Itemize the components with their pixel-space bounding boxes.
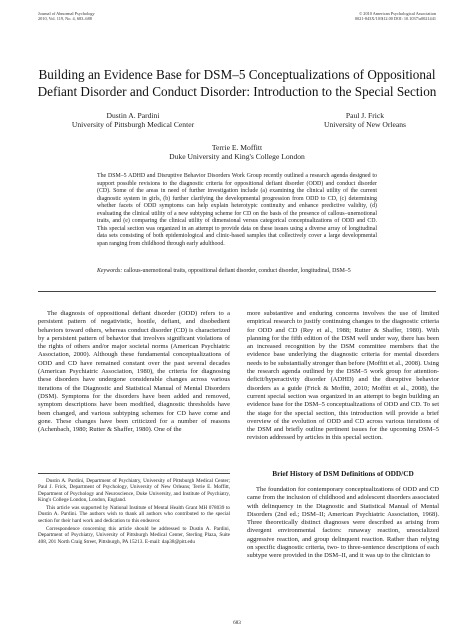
section-heading: Brief History of DSM Definitions of ODD/CD bbox=[272, 469, 414, 478]
body-column-right bbox=[247, 310, 439, 443]
author-block bbox=[290, 111, 440, 129]
author-name: Terrie E. Moffitt bbox=[211, 143, 263, 152]
footnote-divider bbox=[38, 473, 230, 474]
divider bbox=[38, 291, 436, 292]
journal-citation bbox=[38, 11, 95, 22]
article-title: Building an Evidence Base for DSM–5 Conceptualizations of Oppositional Defiant Disorder and Conduct Disorder: Introduction to the Special Section bbox=[37, 67, 437, 99]
abstract: The DSM–5 ADHD and Disruptive Behavior Disorders Work Group recently outlined a research agenda designed to support possible revisions to the diagnostic criteria for oppositional defiant disorder (ODD) and conduct disorder (CD). Some of the areas in need of further investigation include (a) examining the clinical utility of the current diagnostic system in girls, (b) further clarifying the developmental progression from ODD to CD, (c) determining whether facets of ODD symptoms can help explain heterotypic continuity and enhance predictive validity, (d) evaluating the clinical utility of a new subtyping scheme for CD on the basis of the presence of callous–unemotional traits, and (e) comparing the clinical utility of dimensional versus categorical conceptualizations of ODD and CD. This special section was organized in an attempt to provide data on these issues using a diverse array of longitudinal data sets consisting of both epidemiological and clinic-based samples that collectively cover a large developmental span ranging from childhood through early adulthood. bbox=[97, 173, 377, 247]
keywords-label: Keywords: bbox=[97, 268, 123, 274]
author-name: Dustin A. Pardini bbox=[106, 111, 160, 120]
keywords bbox=[97, 268, 377, 276]
body-column-left bbox=[38, 310, 230, 434]
paragraph: more substantive and enduring concerns involves the use of limited empirical research to justify continuing changes to the diagnostic criteria for ODD and CD (Rey et al., 1988; Rutter & Shaffer, 1980). With planning for the fifth edition of the DSM well under way, there has been an increased recognition by the DSM committee members that the evidence base underlying the diagnostic criteria for mental disorders needs to be substantially stronger than before (Moffitt et al., 2008). Using the research agenda outlined by the DSM–5 work group for attention-deficit/hyperactivity disorder (ADHD) and the disruptive behavior disorders as a guide (Frick & Moffitt, 2010; Moffitt et al., 2008), the current special section was organized in an attempt to begin building an evidence base for the DSM–5 conceptualizations of ODD and CD. To set the stage for the special section, this introduction will provide a brief overview of the evolution of ODD and CD across various iterations of the DSM and briefly outline pertinent issues for the upcoming DSM–5 revision addressed by articles in this special section. bbox=[247, 310, 439, 442]
journal-name: Journal of Abnormal Psychology bbox=[38, 11, 95, 16]
keywords-text: callous-unemotional traits, oppositional defiant disorder, conduct disorder, longitudinal, DSM–5 bbox=[123, 268, 351, 274]
doi-line: 0021-843X/10/$12.00 DOI: 10.1037/a0021441 bbox=[354, 16, 436, 22]
footnote: Dustin A. Pardini, Department of Psychiatry, University of Pittsburgh Medical Center; Paul J. Frick, Department of Psychology, University of New Orleans; Terrie E. Moffitt, Department of Psychology and Neuroscience, Duke University, and Institute of Psychiatry, King's College London, London, England. bbox=[38, 478, 230, 503]
author-affiliation: University of Pittsburgh Medical Center bbox=[71, 120, 195, 130]
copyright-line: © 2010 American Psychological Association bbox=[358, 11, 436, 16]
copyright-notice bbox=[355, 11, 436, 22]
paragraph: The foundation for contemporary conceptualizations of ODD and CD came from the inclusion of childhood and adolescent disorders associated with delinquency in the Diagnostic and Statistical Manual of Mental Disorders (2nd ed.; DSM–II; American Psychiatric Association, 1968). Three theoretically distinct diagnoses were described as arising from divergent environmental factors: runaway reaction, unsocialized aggressive reaction, and group delinquent reaction. Rather than relying on specific diagnostic criteria, two- to three-sentence descriptions of each subtype were provided in the DSM–II, and it was up to the clinician to bbox=[247, 486, 439, 560]
journal-volume: 2010, Vol. 119, No. 4, 683–688 bbox=[38, 16, 92, 22]
page-number: 683 bbox=[233, 620, 241, 626]
footnote: Correspondence concerning this article should be addressed to Dustin A. Pardini, Department of Psychiatry, University of Pittsburgh Medical Center, Sterling Plaza, Suite 408, 201 North Craig Street, Pittsburgh, PA 15213. E-mail: dap38@pitt.edu bbox=[38, 526, 230, 545]
body-column-right-section bbox=[247, 486, 439, 561]
author-footnotes bbox=[38, 478, 230, 547]
paragraph: The diagnosis of oppositional defiant disorder (ODD) refers to a persistent pattern of negativistic, hostile, defiant, and disobedient behaviors toward others, whereas conduct disorder (CD) is characterized by a persistent pattern of behavior that involves significant violations of the rights of others and/or major societal norms (American Psychiatric Association, 2000). Although these fundamental conceptualizations of ODD and CD have remained constant over the past several decades (American Psychiatric Association, 1980), the criteria for diagnosing these disorders have undergone considerable changes across various iterations of the Diagnostic and Statistical Manual of Mental Disorders (DSM). Symptoms for the disorders have been added and removed, symptom descriptions have been modified, diagnostic thresholds have been changed, and various subtyping schemes for CD have come and gone. These changes have been criticized for a number of reasons (Achenbach, 1980; Rutter & Shaffer, 1980). One of the bbox=[38, 310, 230, 434]
author-name: Paul J. Frick bbox=[345, 111, 385, 120]
footnote: This article was supported by National Institute of Mental Health Grant MH 078039 to Dustin A. Pardini. The authors wish to thank all authors who contributed to the special section for their hard work and dedication to this endeavor. bbox=[38, 505, 230, 524]
author-affiliation: University of New Orleans bbox=[323, 120, 407, 130]
author-affiliation: Duke University and King's College London bbox=[169, 152, 305, 162]
author-block bbox=[58, 111, 208, 129]
author-block bbox=[137, 143, 337, 161]
